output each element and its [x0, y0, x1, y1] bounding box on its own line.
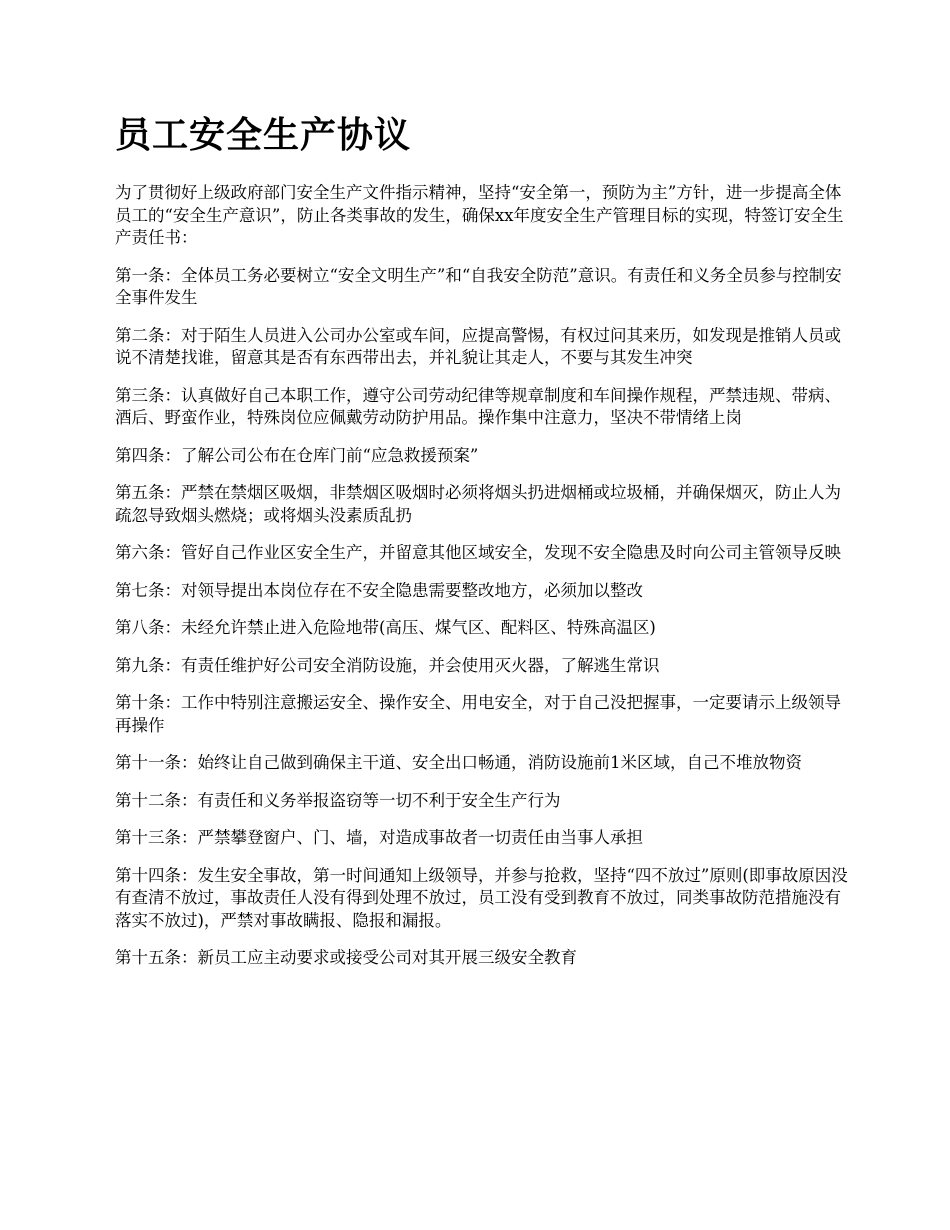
article-10: 第十条：工作中特别注意搬运安全、操作安全、用电安全，对于自己没把握事，一定要请示上级领导再操作 [115, 693, 841, 735]
article-3: 第三条：认真做好自己本职工作，遵守公司劳动纪律等规章制度和车间操作规程，严禁违规、带病、酒后、野蛮作业，特殊岗位应佩戴劳动防护用品。操作集中注意力，坚决不带情绪上岗 [115, 385, 841, 427]
article-7: 第七条：对领导提出本岗位存在不安全隐患需要整改地方，必须加以整改 [115, 580, 643, 600]
document-page [115, 112, 855, 985]
article-12: 第十二条：有责任和义务举报盗窃等一切不利于安全生产行为 [115, 790, 561, 810]
article-15: 第十五条：新员工应主动要求或接受公司对其开展三级安全教育 [115, 948, 577, 967]
article-14: 第十四条：发生安全事故，第一时间通知上级领导，并参与抢救，坚持“四不放过”原则(即事故原因没有查清不放过，事故责任人没有得到处理不放过，员工没有受到教育不放过，同类事故防范措施没有落实不放过)，严禁对事故瞒报、隐报和漏报。 [115, 865, 848, 930]
article-2: 第二条：对于陌生人员进入公司办公室或车间，应提高警惕，有权过问其来历，如发现是推销人员或说不清楚找谁，留意其是否有东西带出去，并礼貌让其走人，不要与其发生冲突 [115, 325, 841, 367]
article-8: 第八条：未经允许禁止进入危险地带(高压、煤气区、配料区、特殊高温区) [115, 618, 656, 637]
article-4: 第四条：了解公司公布在仓库门前“应急救援预案” [115, 445, 479, 465]
article-6: 第六条：管好自己作业区安全生产，并留意其他区域安全，发现不安全隐患及时向公司主管领导反映 [115, 543, 841, 562]
intro-paragraph: 为了贯彻好上级政府部门安全生产文件指示精神，坚持“安全第一，预防为主”方针，进一步提高全体员工的“安全生产意识”，防止各类事故的发生，确保xx年度安全生产管理目标的实现，特签订安全生产责任书： [115, 183, 844, 247]
article-9: 第九条：有责任维护好公司安全消防设施，并会使用灭火器，了解逃生常识 [115, 655, 660, 675]
article-5: 第五条：严禁在禁烟区吸烟，非禁烟区吸烟时必须将烟头扔进烟桶或垃圾桶，并确保烟灭，防止人为疏忽导致烟头燃烧；或将烟头没素质乱扔 [115, 483, 841, 525]
article-13: 第十三条：严禁攀登窗户、门、墙，对造成事故者一切责任由当事人承担 [115, 828, 643, 847]
document-title: 员工安全生产协议 [115, 115, 412, 156]
article-1: 第一条：全体员工务必要树立“安全文明生产”和“自我安全防范”意识。有责任和义务全员参与控制安全事件发生 [115, 265, 842, 307]
article-11: 第十一条：始终让自己做到确保主干道、安全出口畅通，消防设施前1米区域，自己不堆放物资 [115, 753, 802, 772]
